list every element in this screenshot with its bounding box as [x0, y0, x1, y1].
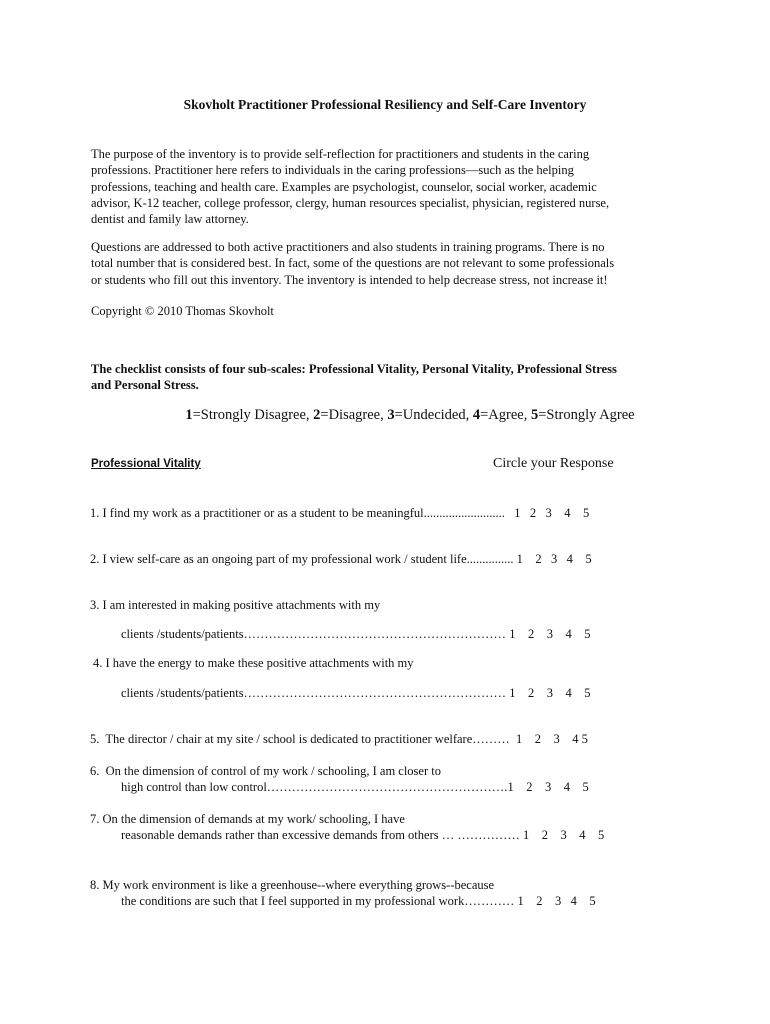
question-7: 7. On the dimension of demands at my work/ schooling, I have — [90, 812, 405, 826]
question-text: clients /students/patients……………………………………………………… — [121, 627, 507, 641]
intro-line: professions, teaching and health care. Examples are psychologist, counselor, social worker, academic — [91, 179, 597, 194]
intro-line: advisor, K-12 teacher, college professor, clergy, human resources specialist, physician, registered nurse, — [91, 195, 610, 210]
intro-line: The purpose of the inventory is to provide self-reflection for practitioners and students in the caring — [91, 147, 590, 161]
question-text: 2. I view self-care as an ongoing part of my professional work / student life............... — [90, 552, 514, 566]
question-text: 5. The director / chair at my site / school is dedicated to practitioner welfare……… — [90, 732, 510, 746]
scale-label-5: =Strongly Agree — [538, 407, 635, 423]
question-text: the conditions are such that I feel supported in my professional work………… — [121, 894, 515, 908]
copyright: Copyright © 2010 Thomas Skovholt — [91, 304, 274, 318]
response-options[interactable]: 1 2 3 4 5 — [516, 732, 588, 746]
page-title: Skovholt Practitioner Professional Resiliency and Self-Care Inventory — [183, 97, 587, 112]
checklist-line: The checklist consists of four sub-scales: Professional Vitality, Personal Vitality, Professional Stress — [91, 362, 617, 376]
scale-label-1: =Strongly Disagree, — [192, 407, 310, 423]
scale-number-3: 3 — [387, 407, 395, 423]
question-1 — [90, 505, 589, 521]
question-8-continuation — [121, 893, 596, 909]
scale-label-2: =Disagree, — [320, 407, 384, 423]
section-heading: Professional Vitality — [91, 458, 201, 470]
scale-number-2: 2 — [313, 407, 321, 423]
response-options[interactable]: 1 2 3 4 5 — [509, 627, 591, 641]
checklist-line: and Personal Stress. — [91, 378, 199, 393]
question-7-continuation — [121, 827, 604, 843]
response-options[interactable]: 1 2 3 4 5 — [517, 894, 596, 908]
question-2 — [90, 551, 592, 567]
intro-paragraph-1 — [91, 146, 683, 227]
rating-scale-legend — [0, 407, 770, 424]
intro-line: or students who fill out this inventory. The inventory is intended to help decrease stress, not increase it! — [91, 272, 608, 287]
scale-label-4: =Agree, — [480, 407, 528, 423]
question-5 — [90, 731, 588, 747]
response-options[interactable]: 1 2 3 4 5 — [516, 552, 592, 566]
intro-line: total number that is considered best. In fact, some of the questions are not relevant to some professionals — [91, 256, 615, 271]
intro-paragraph-2 — [91, 239, 683, 288]
question-6: 6. On the dimension of control of my work / schooling, I am closer to — [90, 764, 441, 778]
response-options[interactable]: 1 2 3 4 5 — [507, 780, 589, 794]
checklist-description — [91, 361, 683, 394]
question-4-continuation — [121, 685, 590, 701]
question-text: 1. I find my work as a practitioner or as a student to be meaningful.......................... — [90, 506, 505, 520]
response-options[interactable]: 1 2 3 4 5 — [509, 686, 591, 700]
response-options[interactable]: 1 2 3 4 5 — [522, 828, 605, 842]
circle-response-label: Circle your Response — [493, 456, 614, 471]
scale-label-3: =Undecided, — [394, 407, 470, 423]
question-3-continuation — [121, 626, 590, 642]
question-text: reasonable demands rather than excessive demands from others … …………… — [121, 828, 520, 842]
response-options[interactable]: 1 2 3 4 5 — [514, 506, 590, 520]
intro-line: Questions are addressed to both active practitioners and also students in training programs. There is no — [91, 240, 605, 254]
intro-line: professions. Practitioner here refers to individuals in the caring professions—such as the helping — [91, 163, 574, 178]
question-text: clients /students/patients……………………………………………………… — [121, 686, 507, 700]
question-4: 4. I have the energy to make these positive attachments with my — [93, 656, 414, 670]
intro-line: dentist and family law attorney. — [91, 212, 249, 227]
scale-number-1: 1 — [185, 407, 193, 423]
scale-number-4: 4 — [472, 407, 481, 423]
question-6-continuation — [121, 779, 589, 795]
question-8: 8. My work environment is like a greenhouse--where everything grows--because — [90, 878, 495, 892]
question-text: high control than low control…………………………………………………. — [121, 780, 508, 794]
scale-number-5: 5 — [530, 407, 539, 423]
question-3: 3. I am interested in making positive attachments with my — [90, 598, 381, 612]
